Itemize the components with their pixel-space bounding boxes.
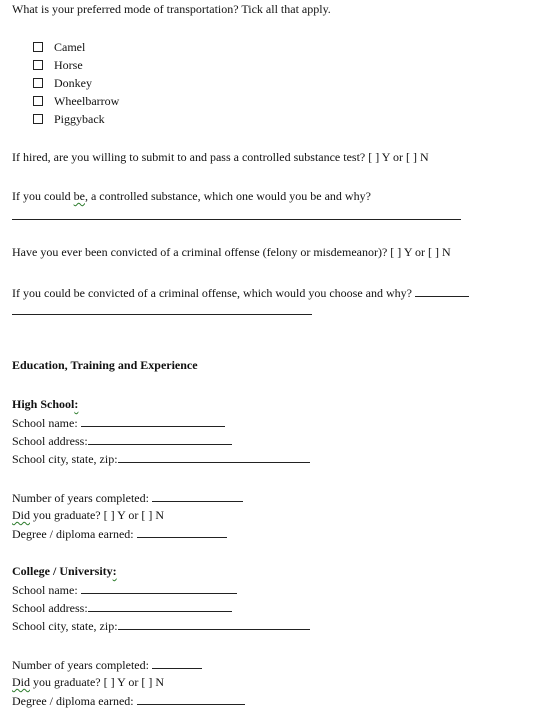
hs-school-name-field: School name: (12, 415, 225, 430)
input-blank[interactable] (81, 415, 225, 427)
college-heading: College / University: (12, 564, 117, 578)
question-prefix: If you could (12, 189, 74, 203)
input-blank[interactable] (81, 582, 237, 594)
college-graduate-question: Did you graduate? [ ] Y or [ ] N (12, 675, 165, 689)
drug-test-question: If hired, are you willing to submit to and pass a controlled substance test? [ ] Y or [ ] N (12, 150, 429, 164)
question-suffix: , a controlled substance, which one would you be and why? (84, 189, 371, 203)
input-blank[interactable] (152, 657, 202, 669)
option-label: Wheelbarrow (54, 94, 120, 108)
hs-years-field: Number of years completed: (12, 490, 243, 505)
hs-school-address-field: School address: (12, 433, 232, 448)
option-camel[interactable] (33, 40, 85, 54)
hs-graduate-question: Did you graduate? [ ] Y or [ ] N (12, 508, 165, 522)
input-blank[interactable] (88, 433, 232, 445)
answer-blank[interactable] (415, 285, 469, 297)
checkbox[interactable] (33, 78, 43, 88)
answer-line[interactable] (12, 314, 312, 315)
input-blank[interactable] (137, 693, 245, 705)
option-piggyback[interactable] (33, 112, 105, 126)
college-school-address-field: School address: (12, 600, 232, 615)
checkbox[interactable] (33, 42, 43, 52)
flagged-word: be (73, 189, 85, 203)
choose-offense-question: If you could be convicted of a criminal offense, which would you choose and why? (12, 285, 469, 300)
transport-question: What is your preferred mode of transportation? Tick all that apply. (12, 2, 331, 16)
input-blank[interactable] (118, 618, 310, 630)
option-label: Donkey (54, 76, 92, 90)
checkbox[interactable] (33, 60, 43, 70)
college-school-name-field: School name: (12, 582, 237, 597)
college-degree-field: Degree / diploma earned: (12, 693, 245, 708)
option-label: Horse (54, 58, 83, 72)
input-blank[interactable] (152, 490, 243, 502)
education-heading: Education, Training and Experience (12, 358, 198, 372)
option-label: Piggyback (54, 112, 105, 126)
option-label: Camel (54, 40, 86, 54)
option-donkey[interactable] (33, 76, 92, 90)
convicted-question: Have you ever been convicted of a criminal offense (felony or misdemeanor)? [ ] Y or [ ] N (12, 245, 451, 259)
answer-line[interactable] (12, 219, 461, 220)
college-school-city-field: School city, state, zip: (12, 618, 310, 633)
input-blank[interactable] (137, 526, 227, 538)
input-blank[interactable] (118, 451, 310, 463)
hs-degree-field: Degree / diploma earned: (12, 526, 227, 541)
option-horse[interactable] (33, 58, 83, 72)
checkbox[interactable] (33, 114, 43, 124)
hs-school-city-field: School city, state, zip: (12, 451, 310, 466)
checkbox[interactable] (33, 96, 43, 106)
input-blank[interactable] (88, 600, 232, 612)
college-years-field: Number of years completed: (12, 657, 202, 672)
option-wheelbarrow[interactable] (33, 94, 119, 108)
high-school-heading: High School: (12, 397, 79, 411)
controlled-substance-question (12, 189, 371, 203)
